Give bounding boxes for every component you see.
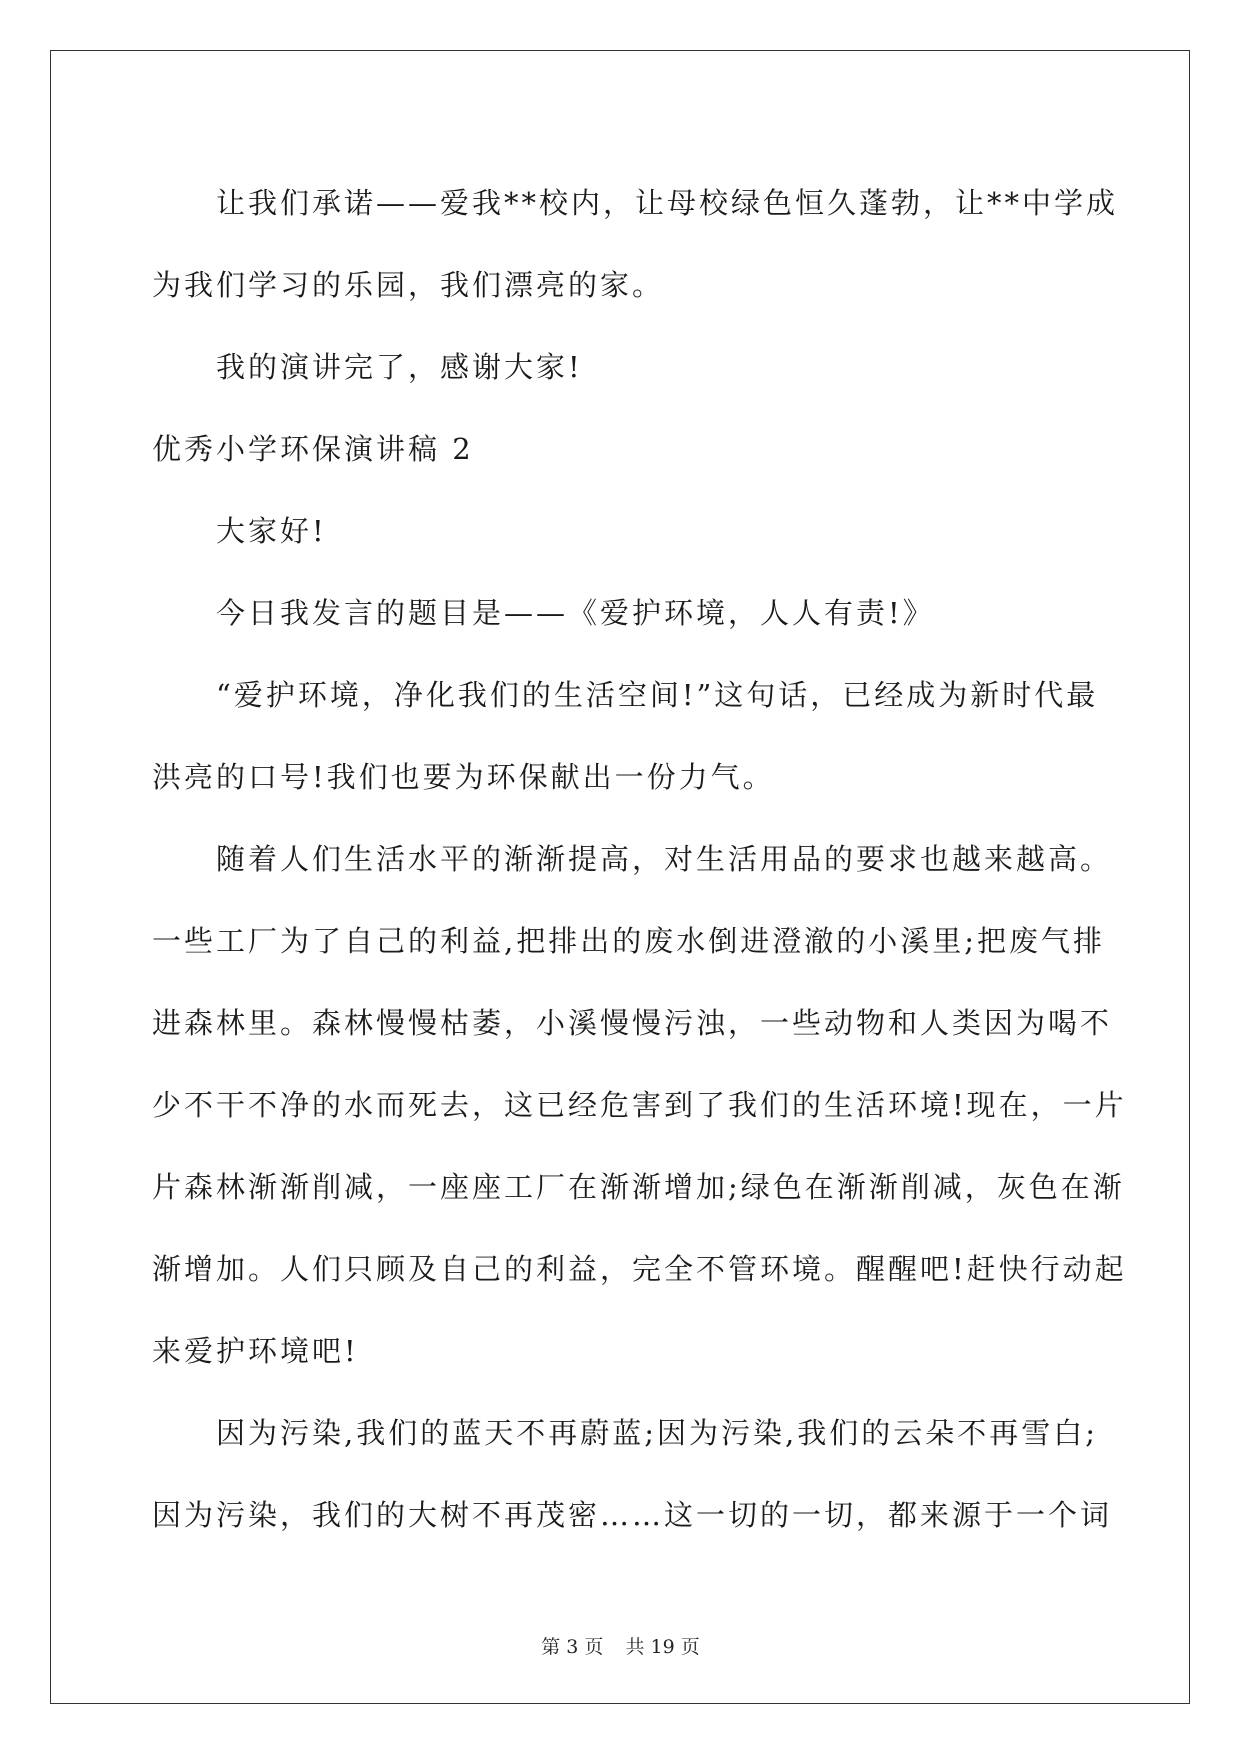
paragraph-line: 进森林里。森林慢慢枯萎，小溪慢慢污浊，一些动物和人类因为喝不 — [152, 1006, 1113, 1040]
page-number: 第 3 页 — [541, 1636, 604, 1658]
paragraph-line: 因为污染，我们的大树不再茂密……这一切的一切，都来源于一个词 — [152, 1498, 1113, 1532]
paragraph-line: 让我们承诺——爱我**校内，让母校绿色恒久蓬勃，让**中学成 — [216, 186, 1119, 220]
paragraph-line: 来爱护环境吧! — [152, 1334, 359, 1368]
paragraph-line: 大家好! — [216, 514, 327, 548]
paragraph-line: 渐增加。人们只顾及自己的利益，完全不管环境。醒醒吧!赶快行动起 — [152, 1252, 1127, 1286]
document-body — [152, 162, 1127, 1556]
paragraph-line: 一些工厂为了自己的利益,把排出的废水倒进澄澈的小溪里;把废气排 — [152, 924, 1105, 958]
page-total: 共 19 页 — [625, 1636, 700, 1658]
paragraph-line: 为我们学习的乐园，我们漂亮的家。 — [152, 268, 665, 302]
section-title: 优秀小学环保演讲稿 2 — [152, 432, 474, 466]
paragraph-line: 随着人们生活水平的渐渐提高，对生活用品的要求也越来越高。 — [216, 842, 1113, 876]
page-footer — [0, 1632, 1241, 1659]
paragraph-line: 今日我发言的题目是——《爱护环境，人人有责!》 — [216, 596, 935, 630]
paragraph-line: 我的演讲完了，感谢大家! — [216, 350, 583, 384]
paragraph-line: 少不干不净的水而死去，这已经危害到了我们的生活环境!现在，一片 — [152, 1088, 1127, 1122]
paragraph-line: 洪亮的口号!我们也要为环保献出一份力气。 — [152, 760, 775, 794]
paragraph-line: 因为污染,我们的蓝天不再蔚蓝;因为污染,我们的云朵不再雪白; — [216, 1416, 1098, 1450]
paragraph-line: “爱护环境，净化我们的生活空间!”这句话，已经成为新时代最 — [216, 678, 1099, 712]
paragraph-line: 片森林渐渐削减，一座座工厂在渐渐增加;绿色在渐渐削减，灰色在渐 — [152, 1170, 1125, 1204]
